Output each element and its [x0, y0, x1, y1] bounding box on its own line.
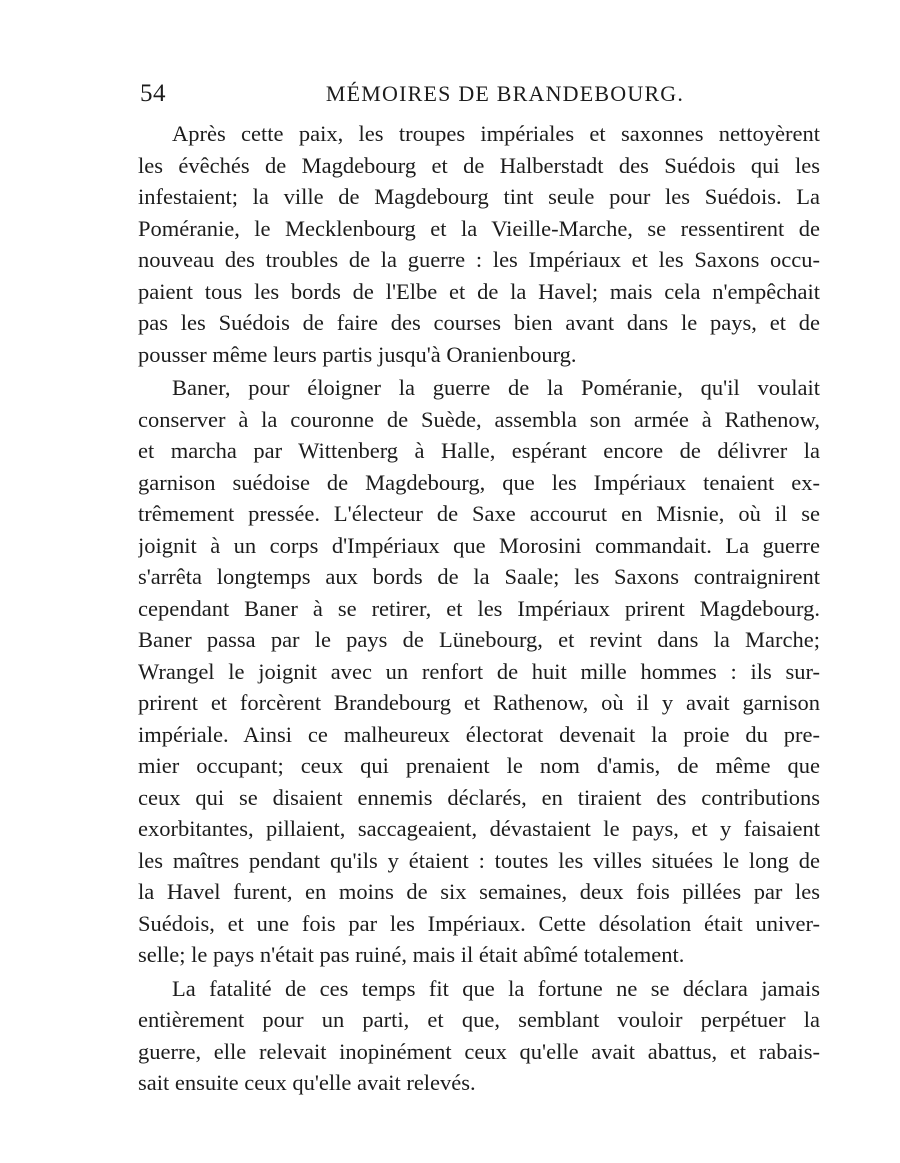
- text-line: infestaient; la ville de Magdebourg tint seule pour les Suédois. La: [138, 184, 820, 209]
- running-head: [140, 74, 820, 114]
- paragraph-3: [138, 973, 820, 1099]
- text-line: paient tous les bords de l'Elbe et de la Havel; mais cela n'empêchait: [138, 278, 820, 304]
- text-line: pousser même leurs partis jusqu'à Oranienbourg.: [138, 341, 577, 367]
- text-line: selle; le pays n'était pas ruiné, mais il était abîmé totalement.: [138, 942, 685, 967]
- text-line: les maîtres pendant qu'ils y étaient : toutes les villes situées le long de: [138, 847, 820, 873]
- text-line: Après cette paix, les troupes impériales et saxonnes nettoyèrent: [172, 121, 820, 146]
- text-line: Baner passa par le pays de Lünebourg, et revint dans la Marche;: [138, 627, 820, 652]
- text-line: conserver à la couronne de Suède, assembla son armée à Rathenow,: [138, 406, 820, 432]
- text-line: Baner, pour éloigner la guerre de la Poméranie, qu'il voulait: [172, 375, 820, 400]
- body-text: [138, 118, 820, 1101]
- text-line: la Havel furent, en moins de six semaines, deux fois pillées par les: [138, 879, 820, 904]
- text-line: La fatalité de ces temps fit que la fortune ne se déclara jamais: [172, 975, 820, 1001]
- text-line: et marcha par Wittenberg à Halle, espérant encore de délivrer la: [138, 438, 820, 463]
- text-line: mier occupant; ceux qui prenaient le nom d'amis, de même que: [138, 753, 820, 778]
- text-line: exorbitantes, pillaient, saccageaient, dévastaient le pays, et y faisaient: [138, 816, 820, 841]
- text-line: guerre, elle relevait inopinément ceux qu'elle avait abattus, et rabais-: [138, 1038, 820, 1064]
- running-title: MÉMOIRES DE BRANDEBOURG.: [325, 81, 685, 106]
- paragraph-1: [138, 118, 820, 370]
- text-line: nouveau des troubles de la guerre : les Impériaux et les Saxons occu-: [138, 247, 820, 272]
- text-line: ceux qui se disaient ennemis déclarés, en tiraient des contributions: [138, 784, 820, 810]
- text-line: entièrement pour un parti, et que, semblant vouloir perpétuer la: [138, 1007, 820, 1032]
- text-line: joignit à un corps d'Impériaux que Morosini commandait. La guerre: [138, 532, 820, 558]
- text-line: garnison suédoise de Magdebourg, que les Impériaux tenaient ex-: [138, 469, 820, 495]
- text-line: trêmement pressée. L'électeur de Saxe accourut en Misnie, où il se: [138, 501, 820, 526]
- text-line: sait ensuite ceux qu'elle avait relevés.: [138, 1070, 476, 1095]
- text-line: Wrangel le joignit avec un renfort de huit mille hommes : ils sur-: [138, 658, 820, 684]
- text-line: cependant Baner à se retirer, et les Impériaux prirent Magdebourg.: [138, 595, 820, 621]
- text-line: impériale. Ainsi ce malheureux électorat devenait la proie du pre-: [138, 721, 820, 747]
- page-number: 54: [140, 80, 166, 107]
- paragraph-2: [138, 372, 820, 971]
- text-line: Poméranie, le Mecklenbourg et la Vieille-Marche, se ressentirent de: [138, 215, 820, 241]
- text-line: s'arrêta longtemps aux bords de la Saale; les Saxons contraignirent: [138, 564, 820, 589]
- text-line: Suédois, et une fois par les Impériaux. Cette désolation était univer-: [138, 910, 820, 936]
- text-line: prirent et forcèrent Brandebourg et Rathenow, où il y avait garnison: [138, 690, 820, 715]
- text-line: les évêchés de Magdebourg et de Halberstadt des Suédois qui les: [138, 152, 820, 178]
- text-line: pas les Suédois de faire des courses bien avant dans le pays, et de: [138, 310, 820, 335]
